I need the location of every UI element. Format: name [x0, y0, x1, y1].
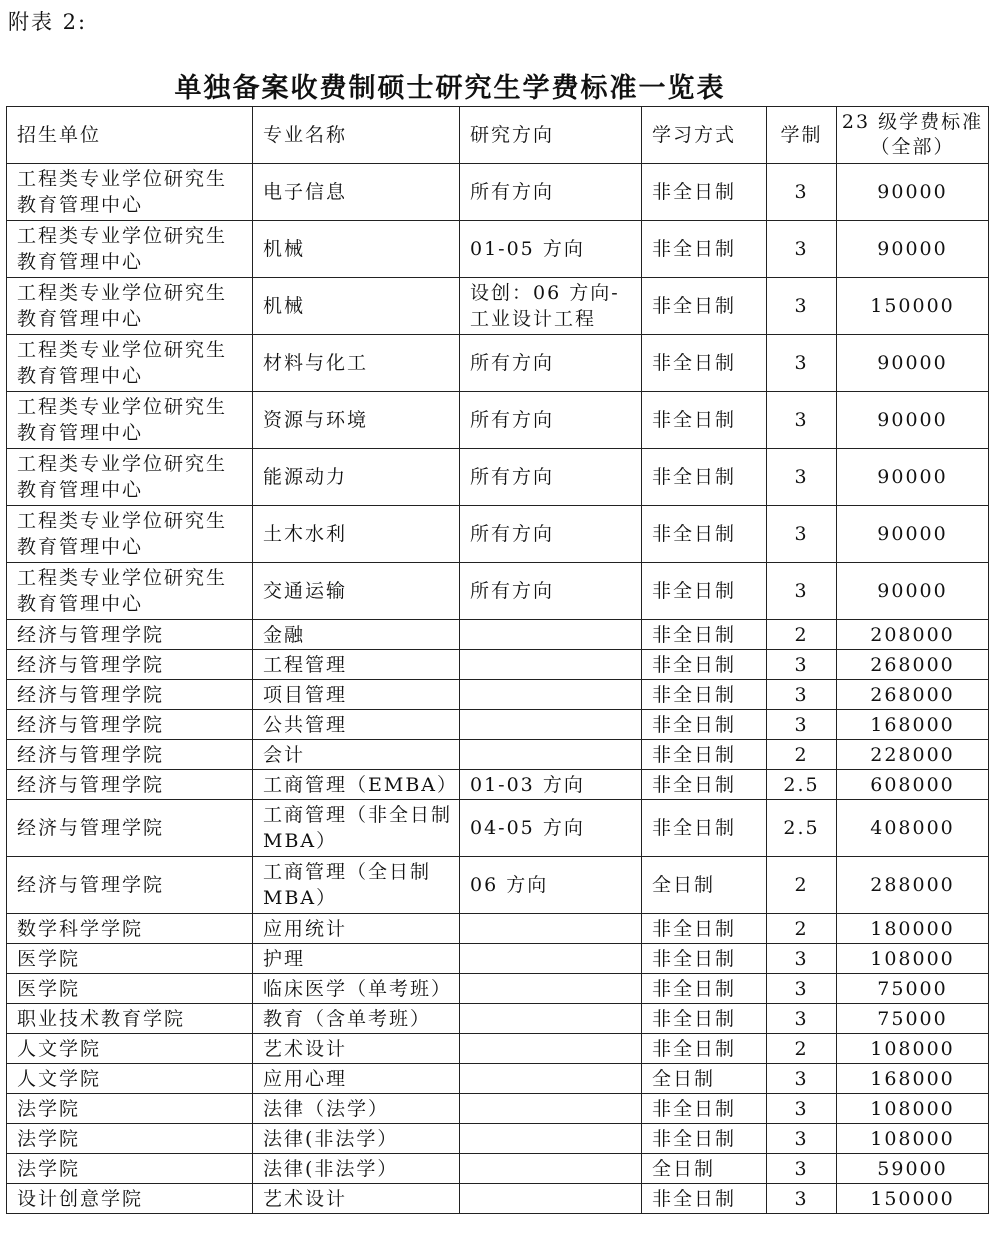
cell-direction [460, 944, 642, 974]
cell-direction: 所有方向 [460, 563, 642, 620]
cell-major: 法律（法学） [253, 1094, 460, 1124]
cell-direction [460, 620, 642, 650]
cell-mode: 全日制 [642, 1064, 767, 1094]
cell-major: 工商管理（全日制MBA） [253, 857, 460, 914]
cell-mode: 非全日制 [642, 770, 767, 800]
cell-unit: 经济与管理学院 [7, 650, 253, 680]
table-row [7, 563, 989, 620]
cell-fee: 150000 [837, 1184, 989, 1214]
cell-mode: 非全日制 [642, 164, 767, 221]
cell-mode: 全日制 [642, 1154, 767, 1184]
cell-years: 2 [767, 1034, 837, 1064]
cell-mode: 非全日制 [642, 221, 767, 278]
cell-unit: 工程类专业学位研究生教育管理中心 [7, 221, 253, 278]
cell-direction: 所有方向 [460, 335, 642, 392]
cell-mode: 非全日制 [642, 1124, 767, 1154]
cell-years: 2.5 [767, 770, 837, 800]
cell-mode: 全日制 [642, 857, 767, 914]
cell-years: 3 [767, 1004, 837, 1034]
cell-mode: 非全日制 [642, 563, 767, 620]
cell-major: 项目管理 [253, 680, 460, 710]
cell-direction: 06 方向 [460, 857, 642, 914]
cell-direction: 04-05 方向 [460, 800, 642, 857]
cell-mode: 非全日制 [642, 278, 767, 335]
cell-major: 电子信息 [253, 164, 460, 221]
cell-years: 3 [767, 335, 837, 392]
cell-major: 交通运输 [253, 563, 460, 620]
cell-unit: 经济与管理学院 [7, 710, 253, 740]
cell-major: 机械 [253, 221, 460, 278]
cell-fee: 90000 [837, 221, 989, 278]
table-row [7, 221, 989, 278]
table-row [7, 650, 989, 680]
cell-major: 工商管理（非全日制MBA） [253, 800, 460, 857]
cell-years: 3 [767, 1094, 837, 1124]
cell-major: 法律(非法学） [253, 1124, 460, 1154]
cell-years: 3 [767, 1064, 837, 1094]
cell-major: 机械 [253, 278, 460, 335]
cell-fee: 108000 [837, 1094, 989, 1124]
cell-fee: 75000 [837, 1004, 989, 1034]
table-row [7, 449, 989, 506]
cell-unit: 经济与管理学院 [7, 680, 253, 710]
cell-fee: 75000 [837, 974, 989, 1004]
cell-mode: 非全日制 [642, 800, 767, 857]
cell-fee: 90000 [837, 392, 989, 449]
table-row [7, 710, 989, 740]
cell-direction [460, 1004, 642, 1034]
cell-years: 3 [767, 1124, 837, 1154]
cell-fee: 208000 [837, 620, 989, 650]
cell-unit: 经济与管理学院 [7, 857, 253, 914]
cell-direction [460, 710, 642, 740]
cell-years: 3 [767, 1184, 837, 1214]
cell-unit: 法学院 [7, 1154, 253, 1184]
cell-mode: 非全日制 [642, 620, 767, 650]
cell-fee: 180000 [837, 914, 989, 944]
document-title: 单独备案收费制硕士研究生学费标准一览表 [174, 73, 726, 104]
cell-mode: 非全日制 [642, 1004, 767, 1034]
cell-unit: 工程类专业学位研究生教育管理中心 [7, 449, 253, 506]
table-row [7, 1004, 989, 1034]
cell-mode: 非全日制 [642, 1034, 767, 1064]
cell-fee: 288000 [837, 857, 989, 914]
cell-years: 3 [767, 680, 837, 710]
cell-direction: 01-03 方向 [460, 770, 642, 800]
cell-major: 能源动力 [253, 449, 460, 506]
cell-direction [460, 740, 642, 770]
cell-years: 3 [767, 710, 837, 740]
cell-years: 3 [767, 449, 837, 506]
header-mode: 学习方式 [642, 107, 767, 164]
cell-direction [460, 1094, 642, 1124]
cell-years: 2.5 [767, 800, 837, 857]
cell-years: 3 [767, 278, 837, 335]
cell-direction [460, 650, 642, 680]
cell-unit: 工程类专业学位研究生教育管理中心 [7, 392, 253, 449]
cell-major: 金融 [253, 620, 460, 650]
cell-fee: 90000 [837, 506, 989, 563]
table-row [7, 857, 989, 914]
table-row [7, 680, 989, 710]
appendix-label: 附表 2: [8, 10, 88, 34]
cell-mode: 非全日制 [642, 710, 767, 740]
cell-direction: 所有方向 [460, 449, 642, 506]
cell-years: 3 [767, 506, 837, 563]
cell-fee: 168000 [837, 1064, 989, 1094]
cell-major: 土木水利 [253, 506, 460, 563]
cell-major: 教育（含单考班） [253, 1004, 460, 1034]
table-row [7, 1034, 989, 1064]
cell-major: 工商管理（EMBA） [253, 770, 460, 800]
cell-years: 3 [767, 974, 837, 1004]
cell-mode: 非全日制 [642, 974, 767, 1004]
cell-mode: 非全日制 [642, 740, 767, 770]
table-row [7, 278, 989, 335]
cell-direction: 设创：06 方向-工业设计工程 [460, 278, 642, 335]
cell-unit: 工程类专业学位研究生教育管理中心 [7, 164, 253, 221]
cell-major: 公共管理 [253, 710, 460, 740]
table-row [7, 740, 989, 770]
cell-fee: 608000 [837, 770, 989, 800]
cell-unit: 经济与管理学院 [7, 740, 253, 770]
cell-years: 3 [767, 650, 837, 680]
table-row [7, 1154, 989, 1184]
cell-unit: 工程类专业学位研究生教育管理中心 [7, 506, 253, 563]
cell-major: 艺术设计 [253, 1034, 460, 1064]
cell-fee: 268000 [837, 650, 989, 680]
cell-major: 艺术设计 [253, 1184, 460, 1214]
cell-mode: 非全日制 [642, 650, 767, 680]
cell-unit: 医学院 [7, 974, 253, 1004]
cell-unit: 工程类专业学位研究生教育管理中心 [7, 563, 253, 620]
cell-unit: 工程类专业学位研究生教育管理中心 [7, 278, 253, 335]
cell-major: 资源与环境 [253, 392, 460, 449]
cell-fee: 108000 [837, 1034, 989, 1064]
cell-years: 3 [767, 221, 837, 278]
table-row [7, 1124, 989, 1154]
table-row [7, 974, 989, 1004]
cell-fee: 90000 [837, 335, 989, 392]
cell-major: 材料与化工 [253, 335, 460, 392]
cell-years: 3 [767, 944, 837, 974]
table-row [7, 335, 989, 392]
cell-fee: 59000 [837, 1154, 989, 1184]
cell-direction [460, 1154, 642, 1184]
cell-unit: 工程类专业学位研究生教育管理中心 [7, 335, 253, 392]
cell-fee: 228000 [837, 740, 989, 770]
cell-years: 3 [767, 392, 837, 449]
cell-unit: 经济与管理学院 [7, 620, 253, 650]
table-row [7, 1184, 989, 1214]
table-row [7, 506, 989, 563]
cell-unit: 人文学院 [7, 1034, 253, 1064]
cell-unit: 法学院 [7, 1094, 253, 1124]
cell-fee: 90000 [837, 164, 989, 221]
table-body [7, 107, 989, 1214]
cell-unit: 法学院 [7, 1124, 253, 1154]
cell-fee: 408000 [837, 800, 989, 857]
cell-years: 3 [767, 1154, 837, 1184]
cell-fee: 268000 [837, 680, 989, 710]
cell-mode: 非全日制 [642, 680, 767, 710]
header-major: 专业名称 [253, 107, 460, 164]
cell-direction [460, 974, 642, 1004]
cell-mode: 非全日制 [642, 335, 767, 392]
cell-years: 2 [767, 857, 837, 914]
table-row [7, 1094, 989, 1124]
cell-mode: 非全日制 [642, 392, 767, 449]
cell-unit: 经济与管理学院 [7, 770, 253, 800]
cell-unit: 设计创意学院 [7, 1184, 253, 1214]
cell-years: 3 [767, 164, 837, 221]
table-row [7, 620, 989, 650]
cell-fee: 90000 [837, 563, 989, 620]
cell-major: 应用心理 [253, 1064, 460, 1094]
cell-unit: 医学院 [7, 944, 253, 974]
table-row [7, 392, 989, 449]
cell-direction [460, 1064, 642, 1094]
header-fee: 23 级学费标准（全部） [837, 107, 989, 164]
cell-major: 法律(非法学） [253, 1154, 460, 1184]
cell-mode: 非全日制 [642, 449, 767, 506]
cell-mode: 非全日制 [642, 944, 767, 974]
cell-unit: 人文学院 [7, 1064, 253, 1094]
tuition-table [6, 106, 989, 1214]
header-years: 学制 [767, 107, 837, 164]
cell-direction: 所有方向 [460, 164, 642, 221]
cell-direction: 所有方向 [460, 506, 642, 563]
header-direction: 研究方向 [460, 107, 642, 164]
cell-direction: 01-05 方向 [460, 221, 642, 278]
cell-unit: 经济与管理学院 [7, 800, 253, 857]
cell-major: 应用统计 [253, 914, 460, 944]
cell-unit: 数学科学学院 [7, 914, 253, 944]
table-row [7, 1064, 989, 1094]
cell-fee: 108000 [837, 944, 989, 974]
table-row [7, 800, 989, 857]
cell-fee: 150000 [837, 278, 989, 335]
cell-fee: 90000 [837, 449, 989, 506]
cell-major: 会计 [253, 740, 460, 770]
cell-fee: 168000 [837, 710, 989, 740]
cell-fee: 108000 [837, 1124, 989, 1154]
cell-major: 护理 [253, 944, 460, 974]
cell-direction: 所有方向 [460, 392, 642, 449]
cell-unit: 职业技术教育学院 [7, 1004, 253, 1034]
cell-mode: 非全日制 [642, 1184, 767, 1214]
table-row [7, 914, 989, 944]
cell-years: 2 [767, 914, 837, 944]
cell-years: 2 [767, 620, 837, 650]
header-unit: 招生单位 [7, 107, 253, 164]
table-row [7, 770, 989, 800]
cell-years: 2 [767, 740, 837, 770]
cell-direction [460, 914, 642, 944]
cell-direction [460, 680, 642, 710]
cell-mode: 非全日制 [642, 914, 767, 944]
cell-direction [460, 1034, 642, 1064]
cell-direction [460, 1184, 642, 1214]
cell-major: 临床医学（单考班） [253, 974, 460, 1004]
cell-mode: 非全日制 [642, 1094, 767, 1124]
table-header-row [7, 107, 989, 164]
table-row [7, 164, 989, 221]
cell-major: 工程管理 [253, 650, 460, 680]
cell-mode: 非全日制 [642, 506, 767, 563]
cell-years: 3 [767, 563, 837, 620]
cell-direction [460, 1124, 642, 1154]
table-row [7, 944, 989, 974]
